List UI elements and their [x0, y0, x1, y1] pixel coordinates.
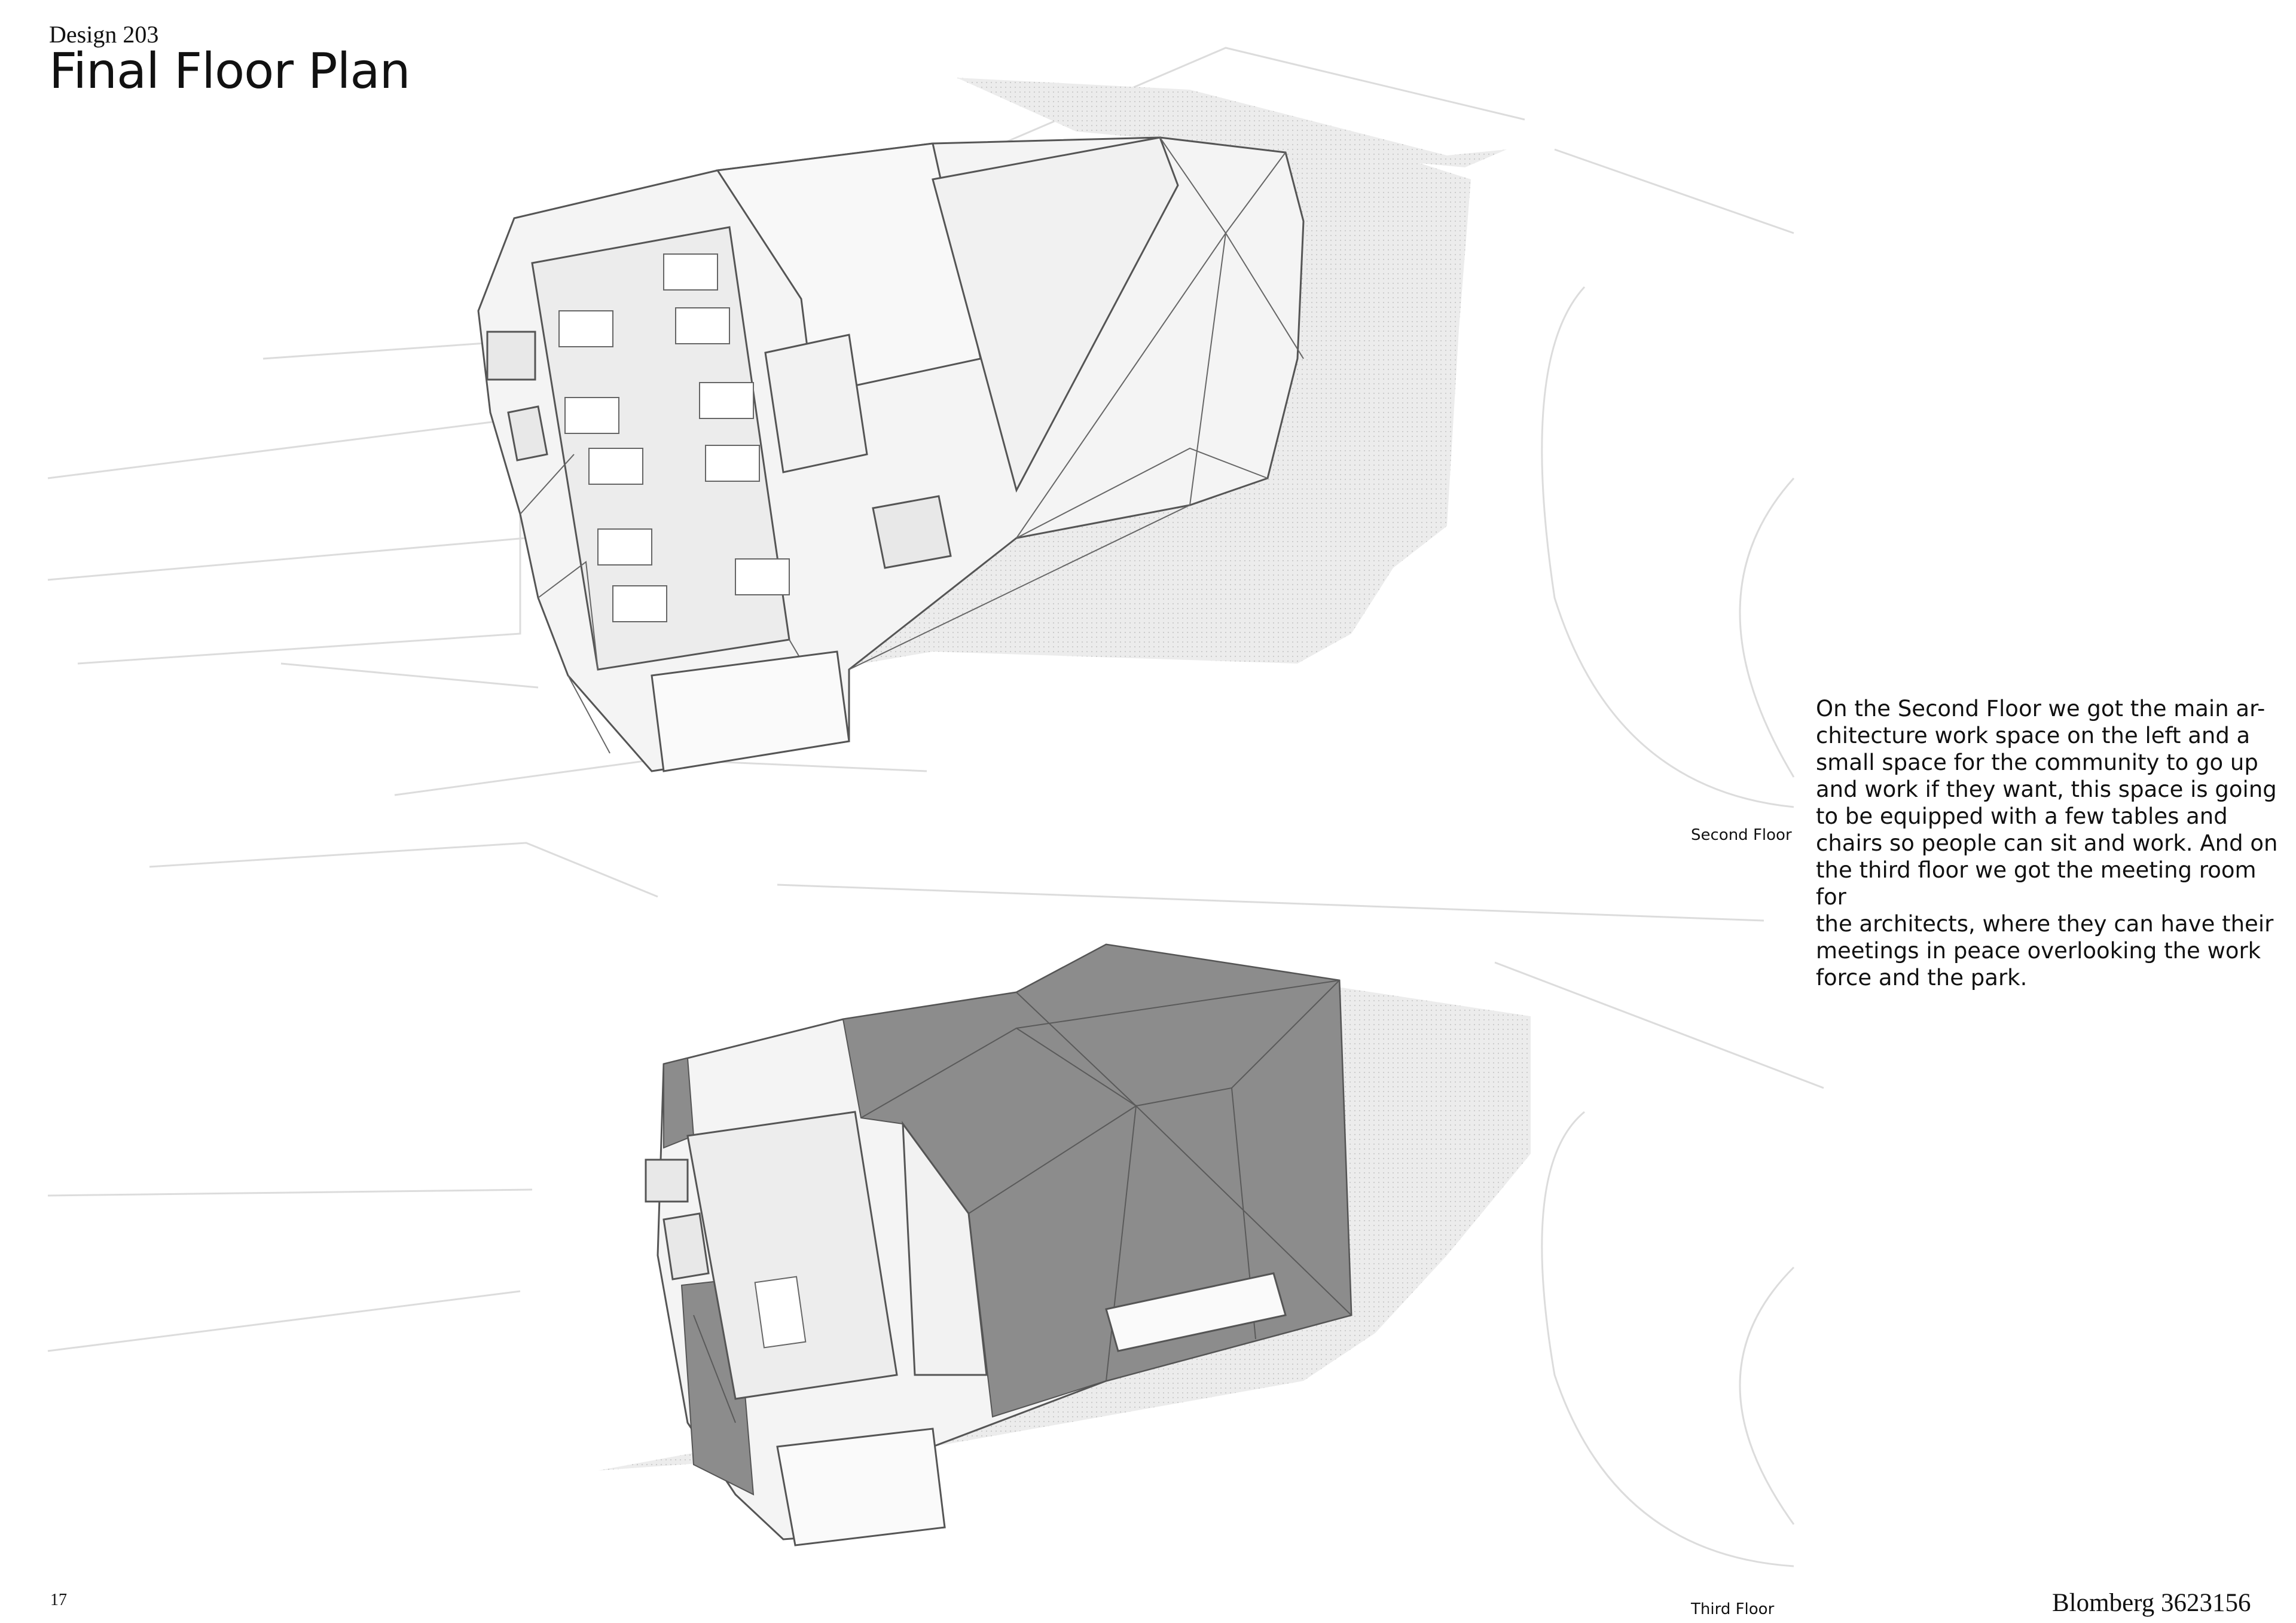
- description-line: small space for the community to go up: [1816, 750, 2258, 775]
- description-line: On the Second Floor we got the main ar-: [1816, 696, 2266, 722]
- page-title: Final Floor Plan: [49, 43, 410, 100]
- page-number: 17: [50, 1591, 67, 1609]
- description-line: force and the park.: [1816, 965, 2028, 991]
- author-credit: Blomberg 3623156: [2052, 1589, 2251, 1617]
- third-floor-plan: [48, 843, 1824, 1566]
- second-floor-label: Second Floor: [1691, 826, 1792, 844]
- description-line: the architects, where they can have their: [1816, 911, 2274, 937]
- design-label: Design 203: [49, 21, 159, 48]
- description-line: chairs so people can sit and work. And on: [1816, 830, 2278, 856]
- meeting-table: [755, 1277, 806, 1348]
- description-line: to be equipped with a few tables and: [1816, 803, 2228, 829]
- description-text: [1816, 695, 2288, 991]
- second-floor-plan: [48, 48, 1794, 921]
- description-line: chitecture work space on the left and a: [1816, 723, 2251, 748]
- third-floor-label: Third Floor: [1691, 1600, 1775, 1618]
- description-line: and work if they want, this space is going: [1816, 777, 2277, 802]
- description-line: the third floor we got the meeting room for: [1816, 857, 2257, 910]
- description-line: meetings in peace overlooking the work: [1816, 938, 2261, 964]
- entrance-block-third: [777, 1429, 945, 1545]
